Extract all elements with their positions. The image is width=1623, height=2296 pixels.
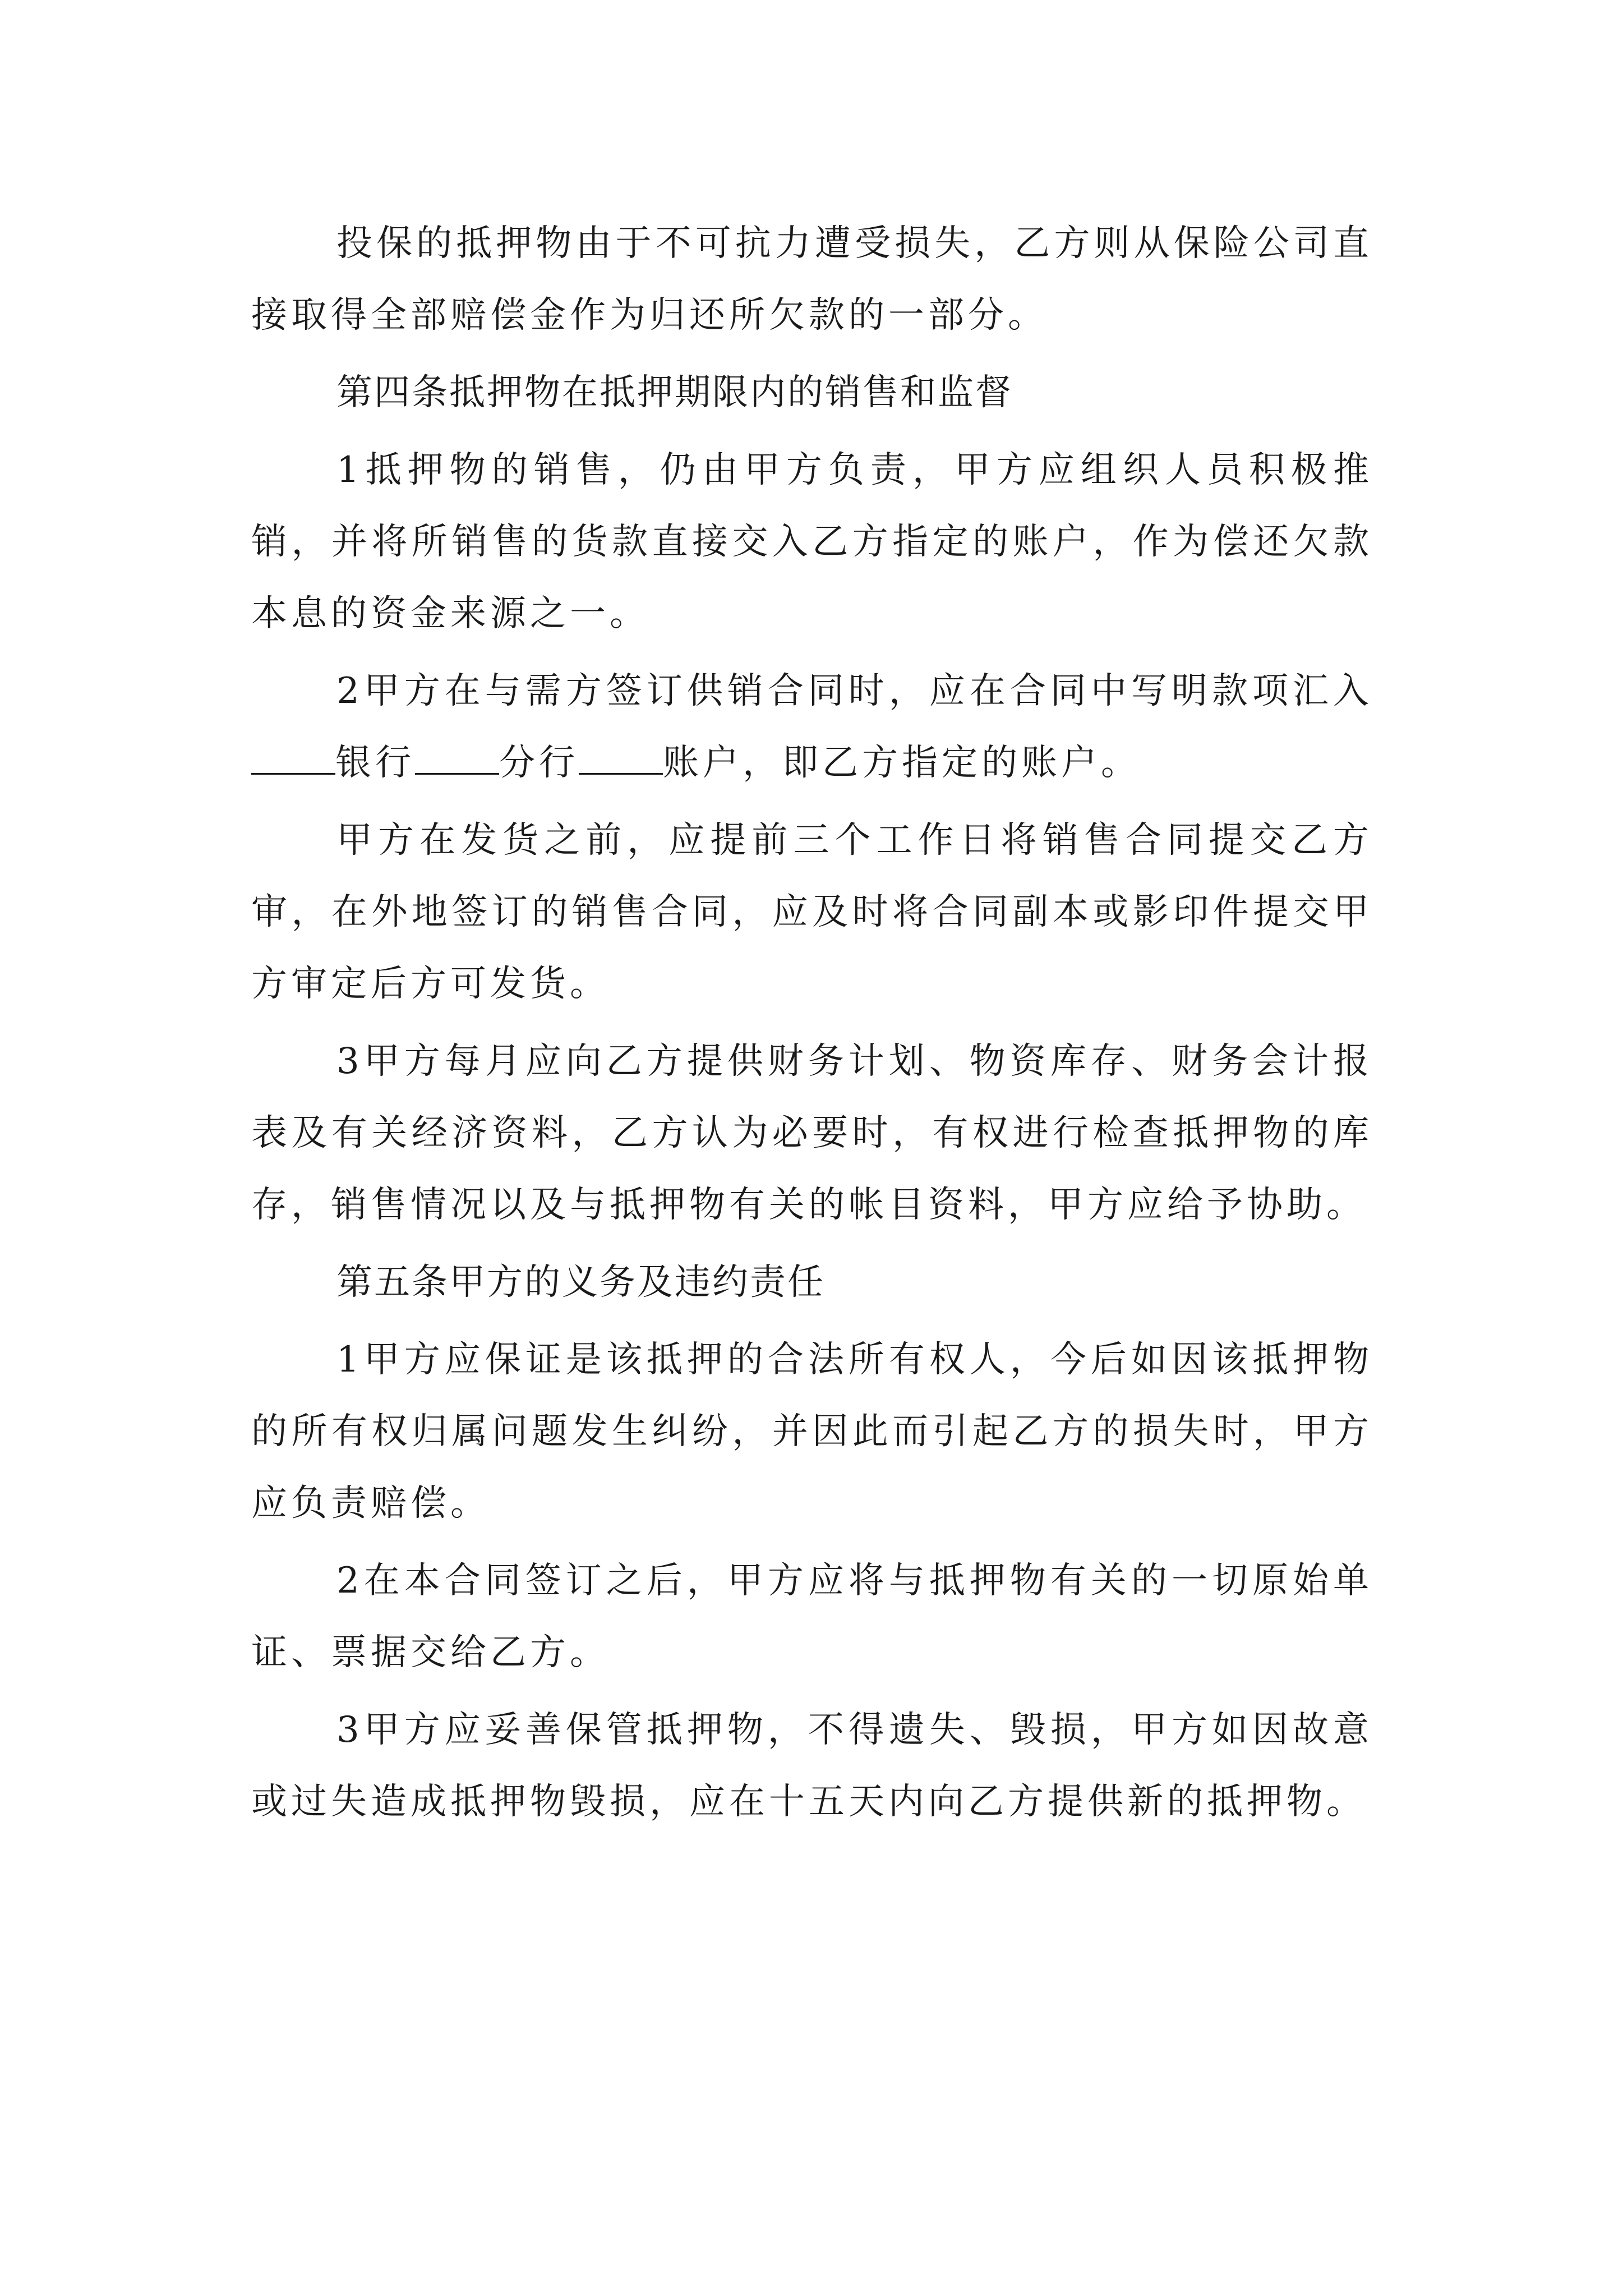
- article-4-clause-1: 1抵押物的销售，仍由甲方负责，甲方应组织人员积极推销，并将所销售的货款直接交入乙方指定的账户，作为偿还欠款本息的资金来源之一。: [251, 449, 1373, 634]
- bank-label: 银行: [335, 742, 415, 784]
- clause-2-text-start: 2甲方在与需方签订供销合同时，应在合同中写明款项汇入: [336, 670, 1373, 712]
- paragraph-insurance-loss: 投保的抵押物由于不可抗力遭受损失，乙方则从保险公司直接取得全部赔偿金作为归还所欠款的一部分。: [251, 223, 1373, 336]
- branch-name-blank: [415, 739, 499, 775]
- bank-name-blank: [251, 739, 335, 775]
- article-5-heading: 第五条甲方的义务及违约责任: [336, 1262, 825, 1303]
- article-4-clause-2-shipping: 甲方在发货之前，应提前三个工作日将销售合同提交乙方审，在外地签订的销售合同，应及时将合同副本或影印件提交甲方审定后方可发货。: [251, 820, 1373, 1005]
- article-4-clause-2: [251, 655, 1373, 799]
- branch-label: 分行: [499, 742, 579, 784]
- article-5-clause-1: 1甲方应保证是该抵押的合法所有权人，今后如因该抵押物的所有权归属问题发生纠纷，并因此而引起乙方的损失时，甲方应负责赔偿。: [251, 1339, 1373, 1524]
- article-5-clause-2: 2在本合同签订之后，甲方应将与抵押物有关的一切原始单证、票据交给乙方。: [251, 1560, 1373, 1673]
- clause-2-text-end: 账户，即乙方指定的账户。: [663, 742, 1141, 784]
- account-number-blank: [579, 739, 663, 775]
- article-4-heading: 第四条抵押物在抵押期限内的销售和监督: [336, 372, 1013, 413]
- article-5-clause-3: 3甲方应妥善保管抵押物，不得遗失、毁损，甲方如因故意或过失造成抵押物毁损，应在十五天内向乙方提供新的抵押物。: [251, 1709, 1373, 1823]
- document-body: [251, 208, 1373, 1843]
- article-4-clause-3: 3甲方每月应向乙方提供财务计划、物资库存、财务会计报表及有关经济资料，乙方认为必要时，有权进行检查抵押物的库存，销售情况以及与抵押物有关的帐目资料，甲方应给予协助。: [251, 1041, 1373, 1226]
